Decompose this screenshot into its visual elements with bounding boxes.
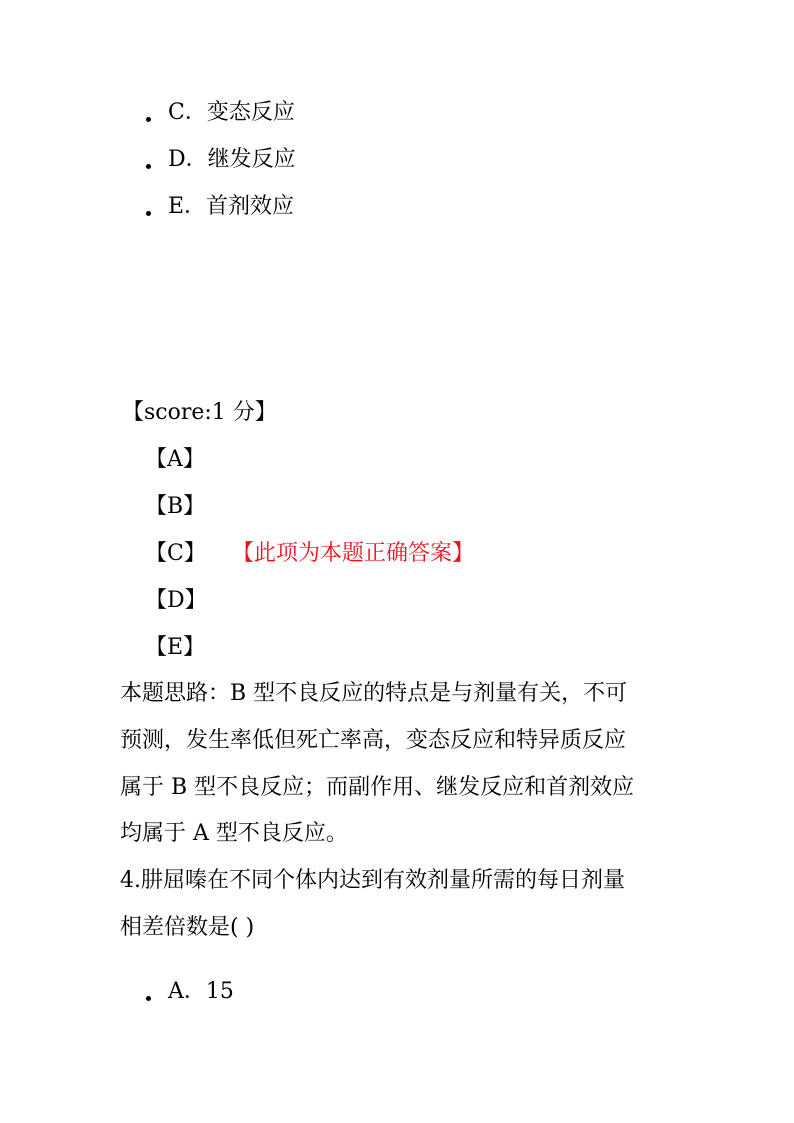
option-c: C．变态反应: [168, 100, 295, 125]
bullet-icon: [146, 996, 151, 1001]
explanation-line: 本题思路：B 型不良反应的特点是与剂量有关，不可: [120, 681, 628, 706]
option-a: A．15: [168, 979, 234, 1004]
bullet-icon: [146, 117, 151, 122]
correct-answer-note: 【此项为本题正确答案】: [232, 541, 475, 566]
answer-key-a: 【A】: [145, 447, 205, 472]
question-text: 相差倍数是( ): [120, 915, 255, 940]
score-line: 【score:1 分】: [122, 400, 277, 425]
explanation-line: 均属于 A 型不良反应。: [120, 821, 348, 846]
question-text: 4.肼屈嗪在不同个体内达到有效剂量所需的每日剂量: [120, 868, 625, 893]
answer-key-d: 【D】: [145, 588, 207, 613]
answer-key-c: 【C】: [145, 541, 206, 566]
answer-key-b: 【B】: [145, 494, 206, 519]
explanation-line: 属于 B 型不良反应；而副作用、继发反应和首剂效应: [120, 775, 635, 800]
bullet-icon: [146, 164, 151, 169]
bullet-icon: [146, 211, 151, 216]
option-e: E．首剂效应: [168, 194, 295, 219]
option-d: D．继发反应: [168, 147, 296, 172]
answer-key-e: 【E】: [145, 635, 206, 660]
explanation-line: 预测，发生率低但死亡率高，变态反应和特异质反应: [120, 728, 627, 753]
